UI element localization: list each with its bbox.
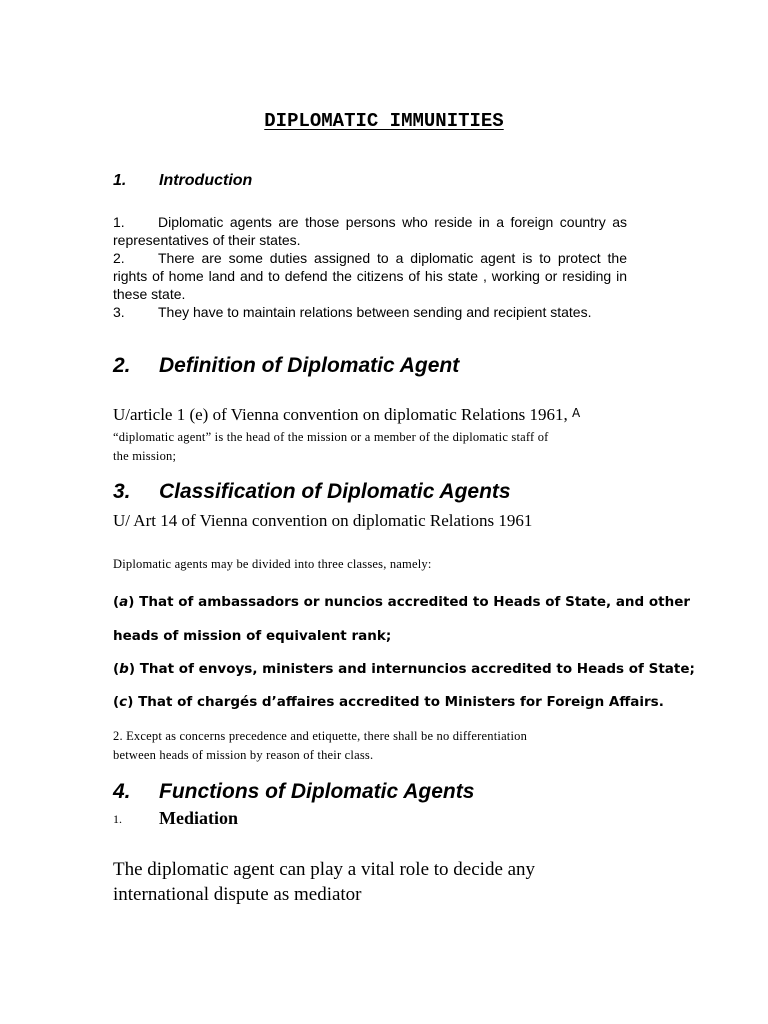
classification-reference: U/ Art 14 of Vienna convention on diplomatic Relations 1961 (113, 511, 533, 530)
section-title: Introduction (159, 172, 253, 189)
section-number: 1. (113, 172, 127, 189)
section-number: 2. (113, 354, 131, 377)
mediation-text-line: The diplomatic agent can play a vital role to decide any (113, 859, 536, 880)
definition-reference: U/article 1 (e) of Vienna convention on diplomatic Relations 1961, A (113, 405, 581, 424)
definition-text-line: the mission; (113, 449, 177, 463)
list-item: 1. Diplomatic agents are those persons who reside in a foreign country as representatives of their states. (113, 214, 627, 248)
definition-text-line: “diplomatic agent” is the head of the mission or a member of the diplomatic staff of (113, 430, 549, 444)
section-number: 4. (113, 780, 131, 803)
classification-note-line: 2. Except as concerns precedence and etiquette, there shall be no differentiation (113, 729, 528, 743)
mediation-text-line: international dispute as mediator (113, 884, 362, 905)
classification-intro: Diplomatic agents may be divided into three classes, namely: (113, 557, 432, 571)
class-c-line: (c) That of chargés d’affaires accredited to Ministers for Foreign Affairs. (113, 694, 664, 710)
section-title: Classification of Diplomatic Agents (159, 480, 511, 503)
subheading-mediation: 1. Mediation (113, 808, 238, 828)
section-title: Functions of Diplomatic Agents (159, 780, 475, 803)
section-number: 3. (113, 480, 131, 503)
classification-note-line: between heads of mission by reason of their class. (113, 748, 374, 762)
list-item: 3. They have to maintain relations between sending and recipient states. (113, 304, 592, 320)
section-1-heading (113, 172, 513, 194)
section-4-heading (113, 780, 633, 808)
class-a-line: heads of mission of equivalent rank; (113, 628, 392, 644)
section-3-heading (113, 480, 633, 508)
section-2-heading (113, 354, 613, 382)
class-a-line: (a) That of ambassadors or nuncios accredited to Heads of State, and other (113, 594, 691, 610)
class-b-line: (b) That of envoys, ministers and internuncios accredited to Heads of State; (113, 661, 695, 677)
document-title: DIPLOMATIC IMMUNITIES (264, 110, 504, 132)
list-item: 2. There are some duties assigned to a diplomatic agent is to protect the rights of home land and to defend the citizens of his state , working or residing in these state. (113, 250, 627, 302)
section-title: Definition of Diplomatic Agent (159, 354, 460, 377)
intro-list (113, 213, 627, 321)
